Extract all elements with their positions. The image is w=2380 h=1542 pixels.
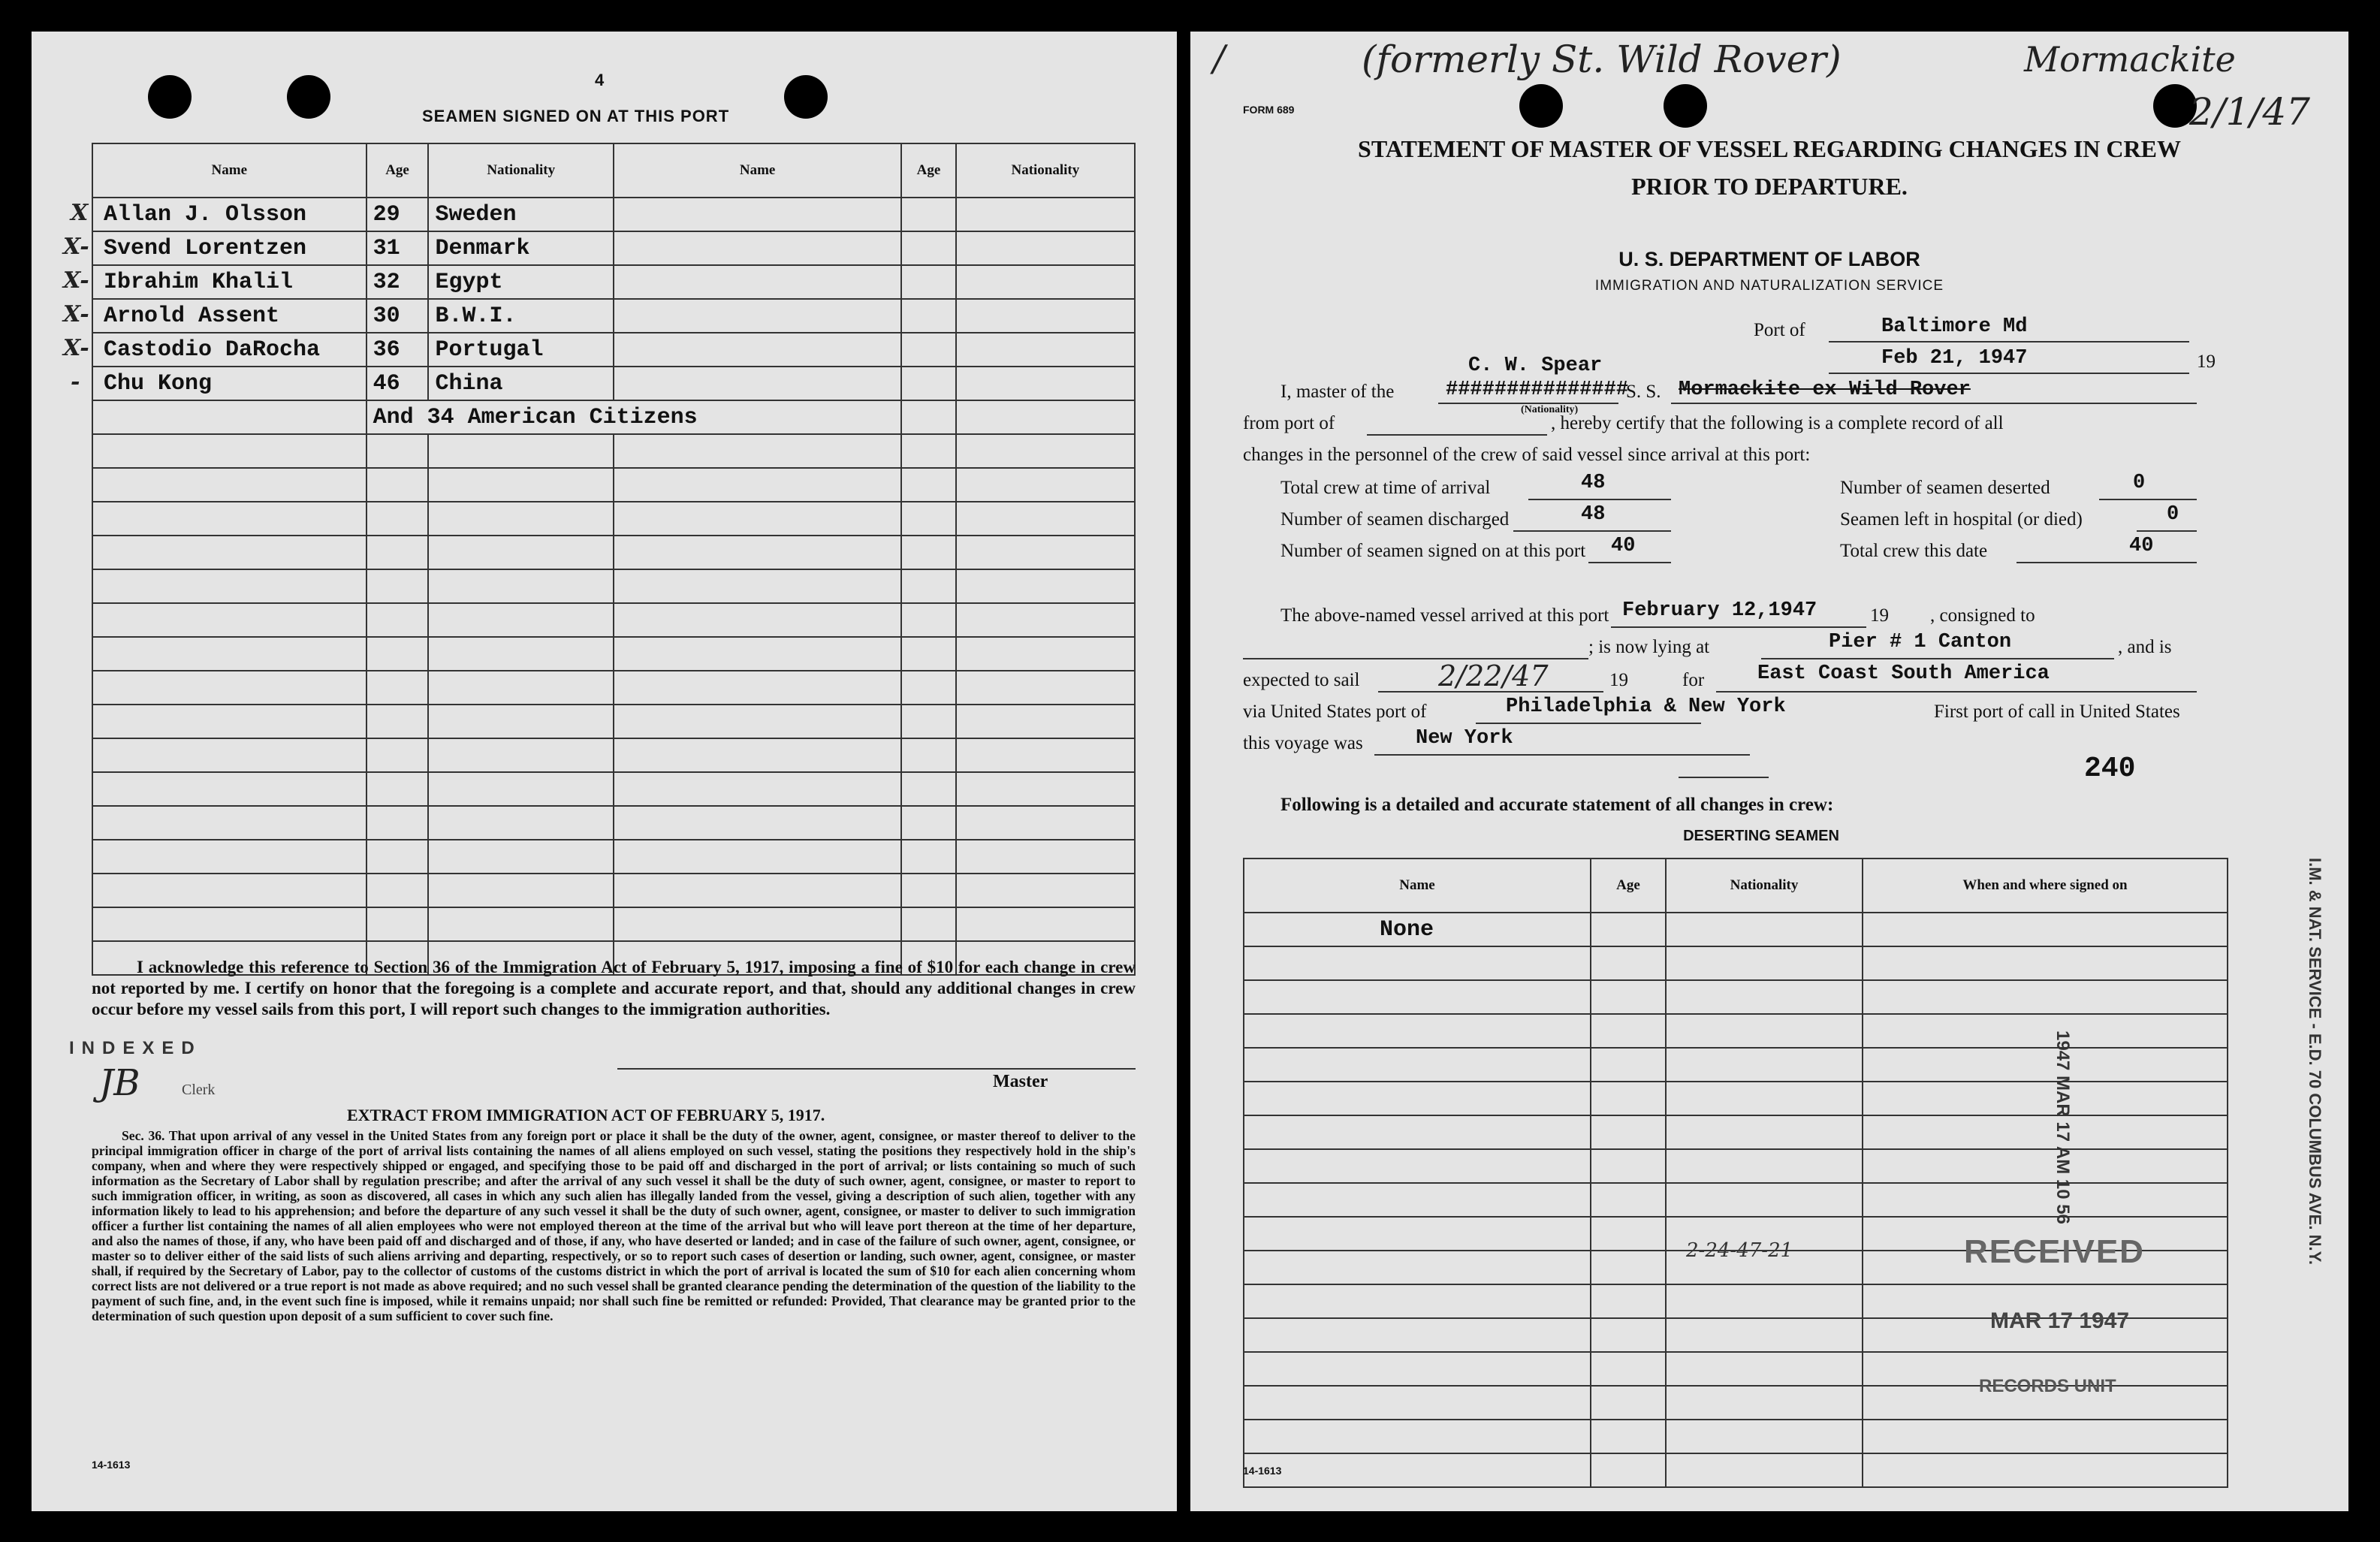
col-age: Age — [367, 143, 429, 198]
punch-hole — [148, 75, 192, 119]
indexed-stamp: INDEXED — [69, 1038, 202, 1058]
form-code: 14-1613 — [92, 1459, 131, 1471]
number-240: 240 — [2084, 753, 2136, 785]
count-right-line — [2137, 530, 2197, 532]
clerk-initials: JB — [99, 1062, 140, 1104]
check-mark: - — [71, 369, 80, 395]
count-value: 48 — [1581, 503, 1606, 526]
voyage-label: this voyage was — [1243, 733, 1363, 753]
port-label: Port of — [1754, 320, 1805, 340]
seaman-age: 30 — [367, 299, 429, 333]
table-header — [1244, 859, 2228, 913]
master-label: Master — [993, 1072, 1048, 1091]
form-number: FORM 689 — [1243, 104, 1295, 116]
count-label: Total crew at time of arrival — [1280, 478, 1491, 498]
extract-title: EXTRACT FROM IMMIGRATION ACT OF FEBRUARY 5, 1917. — [347, 1106, 825, 1124]
seaman-age: 31 — [367, 231, 429, 265]
sail-year: 19 — [1609, 670, 1628, 690]
count-line — [1588, 562, 1671, 563]
count-right-label: Seamen left in hospital (or died) — [1840, 509, 2083, 530]
extract-text: Sec. 36. That upon arrival of any vessel in the United States from any foreign port or place it shall be the duty of the owner, agent, consignee, or master thereof to deliver to the principal immigration officer in charge of the port of arrival lists containing the names of all aliens employed on such vessel, stating the positions they respectively hold in the ship's company, when and where they were respectively shipped or engaged, and specifying those to be paid off and discharged in the port of arrival; or lists containing so much of such information as the Secretary of Labor shall by regulation prescribe; and after the arrival of any such vessel it shall be the duty of such owner, agent, consignee, or master to report to such immigration officer, in writing, as soon as discovered, all cases in which any such alien has illegally landed from the vessel, giving a description of such alien, together with any information likely to lead to his apprehension; and before the departure of any such vessel it shall be the duty of such owner, agent, consignee, or master to deliver to such immigration officer a further list containing the names of all alien employees who were not employed thereon at the time of the arrival but who will leave port thereon at the time of her departure, and also the names of those, if any, who have been paid off and discharged and of those, if any, who have deserted or landed; and in case of the failure of such owner, agent, consignee, or master so to deliver either of the said lists of such aliens arriving and departing, respectively, or so to report such cases of desertion or landing, such owner, agent, consignee, or master shall, if required by the Secretary of Labor, pay to the collector of customs of the customs district in which the port of arrival is located the sum of $10 for each alien concerning whom correct lists are not delivered or a true report is not made as above required; and no such vessel shall be granted clearance pending the determination of the question of the liability to the payment of such fine, and, in the event such fine is imposed, while it remains unpaid; nor shall such fine be remitted or refunded: Provided, That clearance may be granted prior to the determination of such question upon deposit of a sum sufficient to cover such fine. — [92, 1128, 1136, 1323]
count-value: 48 — [1581, 472, 1606, 494]
vertical-date-stamp: 1947 MAR 17 AM 10 56 — [2053, 1031, 2073, 1224]
received-stamp: RECEIVED — [1964, 1233, 2145, 1270]
punch-hole — [1519, 84, 1563, 128]
arrived-line — [1611, 626, 1866, 628]
check-mark: X- — [63, 335, 89, 361]
seaman-name: Svend Lorentzen — [104, 235, 307, 261]
col-nationality: Nationality — [1666, 859, 1863, 913]
via-value: Philadelphia & New York — [1506, 696, 1786, 718]
first-port-label: First port of call in United States — [1934, 702, 2180, 722]
punch-hole — [784, 75, 828, 119]
arrived-year: 19 — [1870, 605, 1889, 626]
seaman-age: 29 — [367, 198, 429, 231]
col-name-2: Name — [614, 143, 901, 198]
table-row — [92, 367, 1135, 400]
via-label: via United States port of — [1243, 702, 1427, 722]
seaman-nationality: Egypt — [428, 265, 614, 299]
count-right-value: 0 — [2133, 472, 2146, 494]
deserter-name: None — [1244, 913, 1591, 946]
col-name: Name — [1244, 859, 1591, 913]
arrived-value: February 12,1947 — [1622, 599, 1817, 622]
table-row — [92, 198, 1135, 231]
col-age-2: Age — [901, 143, 956, 198]
seamen-table — [63, 143, 1136, 976]
count-right-value: 40 — [2129, 535, 2154, 557]
handwritten-ship-name: Mormackite — [2024, 39, 2236, 80]
form-code: 14-1613 — [1243, 1465, 1282, 1477]
col-nationality-2: Nationality — [956, 143, 1135, 198]
punch-hole — [1664, 84, 1707, 128]
service-name: IMMIGRATION AND NATURALIZATION SERVICE — [1594, 278, 1944, 294]
port-line — [1829, 341, 2189, 342]
master-prefix: I, master of the — [1280, 382, 1395, 402]
voyage-line — [1374, 754, 1750, 756]
col-age: Age — [1591, 859, 1666, 913]
col-name: Name — [92, 143, 367, 198]
count-line — [1528, 499, 1671, 500]
form-title-line1: STATEMENT OF MASTER OF VESSEL REGARDING CHANGES IN CREW — [1358, 135, 2181, 162]
via-line — [1476, 723, 1701, 724]
for-label: for — [1682, 670, 1705, 690]
certify-text: , hereby certify that the following is a complete record of all — [1551, 413, 2004, 433]
ss-line — [1671, 403, 2197, 404]
right-page — [1190, 32, 2348, 1511]
check-mark: X- — [63, 301, 89, 327]
pencil-note: 2-24-47-21 — [1686, 1239, 1793, 1262]
count-right-line — [2099, 499, 2197, 500]
date-value: Feb 21, 1947 — [1881, 347, 2028, 370]
count-right-value: 0 — [2167, 503, 2179, 526]
col-signed-on: When and where signed on — [1863, 859, 2228, 913]
following-text: Following is a detailed and accurate statement of all changes in crew: — [1280, 795, 1834, 815]
col-nationality: Nationality — [428, 143, 614, 198]
table-row — [1244, 913, 2228, 946]
department-name: U. S. DEPARTMENT OF LABOR — [1618, 248, 1920, 270]
seaman-nationality: China — [428, 367, 614, 400]
table-row — [92, 231, 1135, 265]
consigned-label: , consigned to — [1930, 605, 2035, 626]
handwritten-former-name: (formerly St. Wild Rover) — [1362, 38, 1842, 81]
handwritten-mark: / — [1213, 38, 1226, 80]
ss-value: Mormackite ex Wild Rover — [1679, 379, 1971, 401]
seaman-nationality: Portugal — [428, 333, 614, 367]
check-mark: X — [71, 200, 89, 226]
seaman-nationality: Denmark — [428, 231, 614, 265]
count-right-label: Total crew this date — [1840, 541, 1988, 561]
american-citizens-note: And 34 American Citizens — [367, 400, 902, 434]
lying-value: Pier # 1 Canton — [1829, 631, 2012, 653]
ss-label: S. S. — [1626, 382, 1661, 402]
table-header — [92, 143, 1135, 198]
count-label: Number of seamen discharged — [1280, 509, 1510, 530]
seaman-name: Ibrahim Khalil — [104, 269, 294, 295]
arrived-label: The above-named vessel arrived at this port — [1280, 605, 1609, 626]
master-signature-line — [617, 1068, 1136, 1070]
clerk-label: Clerk — [182, 1082, 216, 1098]
section-title: SEAMEN SIGNED ON AT THIS PORT — [422, 107, 730, 125]
seaman-age: 46 — [367, 367, 429, 400]
and-is: , and is — [2118, 637, 2172, 657]
punch-hole — [287, 75, 330, 119]
from-port-label: from port of — [1243, 413, 1335, 433]
left-page — [32, 32, 1177, 1511]
date-line — [1829, 373, 2189, 374]
table-row — [92, 400, 1135, 434]
seaman-nationality: Sweden — [428, 198, 614, 231]
seaman-age: 36 — [367, 333, 429, 367]
seaman-nationality: B.W.I. — [428, 299, 614, 333]
for-value: East Coast South America — [1757, 662, 2050, 685]
master-name: C. W. Spear — [1468, 355, 1603, 377]
table-row — [92, 333, 1135, 367]
voyage-value: New York — [1416, 727, 1513, 750]
sail-label: expected to sail — [1243, 670, 1360, 690]
seaman-name: Arnold Assent — [104, 303, 280, 329]
deserting-title: DESERTING SEAMEN — [1683, 828, 1839, 844]
count-line — [1513, 530, 1671, 532]
for-line — [1716, 691, 2197, 693]
count-right-line — [2017, 562, 2197, 563]
form-title-line2: PRIOR TO DEPARTURE. — [1631, 173, 1908, 200]
vertical-service-stamp: I.M. & NAT. SERVICE - E.D. 70 COLUMBUS AVE. N.Y. — [2306, 858, 2324, 1265]
port-value: Baltimore Md — [1881, 315, 2028, 338]
nationality-struck: ############### — [1446, 379, 1629, 401]
seaman-name: Chu Kong — [104, 370, 213, 397]
handwritten-date: 2/1/47 — [2189, 90, 2310, 134]
short-line — [1679, 777, 1769, 778]
seaman-name: Castodio DaRocha — [104, 336, 321, 363]
nationality-caption: (Nationality) — [1521, 404, 1579, 415]
check-mark: X- — [63, 267, 89, 294]
year-suffix: 19 — [2197, 352, 2216, 372]
check-mark: X- — [63, 234, 89, 260]
count-right-label: Number of seamen deserted — [1840, 478, 2050, 498]
count-value: 40 — [1611, 535, 1636, 557]
count-label: Number of seamen signed on at this port — [1280, 541, 1586, 561]
lying-line — [1761, 658, 2114, 659]
sail-value: 2/22/47 — [1438, 659, 1549, 693]
seaman-age: 32 — [367, 265, 429, 299]
lying-label: ; is now lying at — [1588, 637, 1710, 657]
records-unit-stamp: RECORDS UNIT — [1979, 1376, 2116, 1396]
from-port-line — [1367, 434, 1547, 436]
changes-text: changes in the personnel of the crew of said vessel since arrival at this port: — [1243, 445, 1811, 465]
seaman-name: Allan J. Olsson — [104, 201, 307, 228]
received-date-stamp: MAR 17 1947 — [1990, 1308, 2130, 1333]
table-row — [92, 265, 1135, 299]
table-row — [92, 299, 1135, 333]
page-number: 4 — [595, 71, 605, 89]
acknowledgment-text: I acknowledge this reference to Section 36 of the Immigration Act of February 5, 1917, imposing a fine of $10 for each change in crew not reported by me. I certify on honor that the foregoing is a complete and accurate report, and that, should any additional changes in crew occur before my vessel sails from this port, I will report such changes to the immigration authorities. — [92, 958, 1136, 1018]
